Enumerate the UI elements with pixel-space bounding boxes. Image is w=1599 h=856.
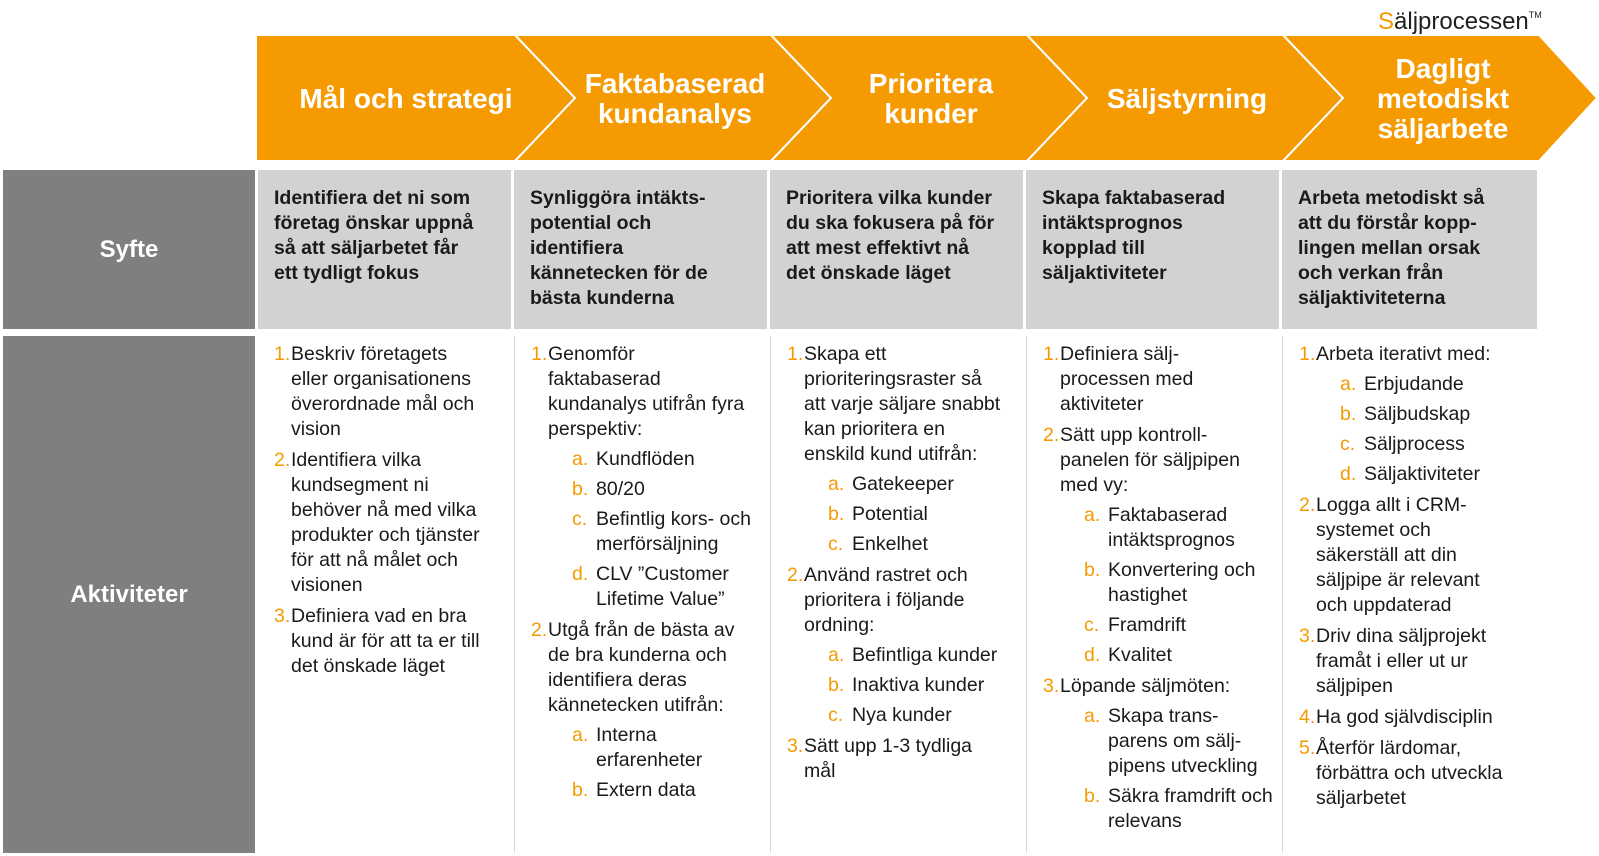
activities-column-1 [258,336,514,853]
activity-text: Arbeta iterativt med: [1316,343,1491,365]
logo-trademark: TM [1528,10,1542,20]
activity-subitem-letter: b. [1084,785,1101,807]
activity-subitem [1316,402,1531,427]
activity-subitem [1060,704,1274,779]
activity-text: Driv dina säljprojekt framåt i eller ut ur säljpipen [1316,625,1487,697]
activity-subitem-text: CLV ”Customer Lifetime Value” [596,563,729,610]
activity-item [787,734,1018,784]
activity-sublist [548,447,762,612]
activity-subitem-text: Befintliga kunder [852,644,998,666]
activity-item [1043,674,1274,834]
activity-number: 1. [531,343,548,365]
activity-subitem-letter: c. [1084,614,1100,636]
step-title-4: Säljstyrning [1106,82,1268,114]
activity-subitem [548,447,762,472]
activity-subitem-letter: a. [828,473,845,495]
activity-subitem [548,477,762,502]
activity-subitem [1316,372,1531,397]
activity-subitem-text: Extern data [596,779,696,801]
activity-item [1299,705,1531,730]
activity-number: 2. [1299,494,1316,516]
activities-column-2 [514,336,770,853]
activity-subitem-text: Säljprocess [1364,433,1465,455]
step-title-1: Mål och strategi [299,82,513,114]
activity-subitem [1316,432,1531,457]
activity-item [1299,624,1531,699]
activity-text: Ha god självdisciplin [1316,706,1493,728]
syfte-cell-1: Identifiera det ni som företag önskar uppnå så att säljarbetet får ett tydligt fokus [258,170,511,329]
activity-sublist [1060,503,1274,668]
activity-sublist [548,723,762,803]
activity-item [787,563,1018,728]
activity-subitem-text: Enkelhet [852,533,928,555]
activity-subitem-letter: b. [828,674,845,696]
syfte-cell-5: Arbeta metodiskt så att du förstår kopp- lingen mellan orsak och verkan från säljaktiviteterna [1282,170,1537,329]
activity-subitem-letter: b. [572,478,589,500]
activity-subitem [1060,503,1274,553]
activity-subitem-letter: c. [828,704,844,726]
activity-subitem-text: Gatekeeper [852,473,954,495]
logo-first-letter: S [1378,8,1395,35]
activity-subitem [1060,613,1274,638]
activity-subitem-text: Konvertering och hastighet [1108,559,1256,606]
syfte-cell-4: Skapa faktabaserad intäktsprognos kopplad till säljaktiviteter [1026,170,1279,329]
activity-number: 1. [274,343,291,365]
activity-number: 2. [787,564,804,586]
activities-column-3 [770,336,1026,853]
activity-text: Återför lärdomar, förbättra och utveckla säljarbetet [1316,737,1503,809]
activity-subitem [548,562,762,612]
activity-item [787,342,1018,557]
activity-subitem-letter: c. [1340,433,1356,455]
activity-sublist [1316,372,1531,487]
activity-subitem-letter: b. [1084,559,1101,581]
activity-item [1299,493,1531,618]
activity-text: Skapa ett prioriteringsraster så att varje säljare snabbt kan prioritera en enskild kund utifrån: [804,343,1001,465]
activity-number: 2. [531,619,548,641]
activity-item [531,618,762,803]
activity-subitem [548,723,762,773]
activity-subitem [804,502,1018,527]
activity-number: 3. [1299,625,1316,647]
activity-number: 5. [1299,737,1316,759]
activity-sublist [804,472,1018,557]
activity-subitem [548,778,762,803]
activity-text: Löpande säljmöten: [1060,675,1231,697]
activity-item [1043,423,1274,668]
activity-subitem-text: Kundflöden [596,448,695,470]
activity-text: Logga allt i CRM- systemet och säkerställ att din säljpipe är relevant och uppdaterad [1316,494,1480,616]
activity-subitem-text: Inaktiva kunder [852,674,985,696]
activity-subitem-letter: a. [572,448,589,470]
step-title-2: Faktabaserad kundanalys [584,67,766,129]
activity-number: 3. [1043,675,1060,697]
activity-subitem-text: Säkra framdrift och relevans [1108,785,1273,832]
syfte-cell-2: Synliggöra intäkts- potential och identifiera kännetecken för de bästa kunderna [514,170,767,329]
activity-subitem-letter: a. [1084,504,1101,526]
activity-subitem-text: Säljaktiviteter [1364,463,1480,485]
activity-subitem-letter: d. [572,563,589,585]
activity-subitem [804,673,1018,698]
activity-text: Sätt upp kontroll- panelen för säljpipen med vy: [1060,424,1240,496]
activity-subitem [1060,784,1274,834]
activity-text: Sätt upp 1-3 tydliga mål [804,735,973,782]
activity-sublist [1060,704,1274,834]
activity-item [531,342,762,612]
activity-subitem-letter: a. [1084,705,1101,727]
activity-text: Identifiera vilka kundsegment ni behöver nå med vilka produkter och tjänster för att nå målet och visionen [291,449,480,596]
activity-subitem-letter: a. [572,724,589,746]
activities-column-5 [1282,336,1539,853]
activity-subitem-letter: c. [572,508,588,530]
activities-column-4 [1026,336,1282,853]
activity-number: 4. [1299,706,1316,728]
activity-text: Använd rastret och prioritera i följande ordning: [804,564,968,636]
activity-sublist [804,643,1018,728]
activity-text: Genomför faktabaserad kundanalys utifrån fyra perspektiv: [548,343,745,440]
activity-text: Utgå från de bästa av de bra kunderna och identifiera deras kännetecken utifrån: [548,619,735,716]
activity-text: Beskriv företagets eller organisationens överordnade mål och vision [291,343,475,440]
activity-subitem [804,703,1018,728]
activity-item [1043,342,1274,417]
activity-subitem-text: Säljbudskap [1364,403,1471,425]
activity-subitem [804,532,1018,557]
row-label-aktiviteter: Aktiviteter [3,336,255,853]
activity-number: 1. [787,343,804,365]
activity-number: 1. [1043,343,1060,365]
activity-number: 2. [1043,424,1060,446]
activity-subitem-text: Kvalitet [1108,644,1172,666]
activity-subitem [1060,643,1274,668]
activity-subitem-letter: c. [828,533,844,555]
step-title-3: Prioritera kunder [868,67,994,129]
activity-number: 3. [274,605,291,627]
activity-subitem [548,507,762,557]
activity-subitem-text: Erbjudande [1364,373,1464,395]
activity-subitem-text: 80/20 [596,478,645,500]
activity-number: 1. [1299,343,1316,365]
activity-subitem [804,643,1018,668]
activity-subitem-text: Potential [852,503,928,525]
activity-subitem-letter: b. [828,503,845,525]
row-label-syfte: Syfte [3,170,255,329]
activity-subitem-letter: a. [1340,373,1357,395]
logo-text: äljprocessen [1394,8,1529,35]
activity-item [1299,342,1531,487]
activity-subitem [1316,462,1531,487]
activity-subitem-text: Faktabaserad intäktsprognos [1108,504,1235,551]
activity-subitem-letter: d. [1340,463,1357,485]
activity-subitem-text: Framdrift [1108,614,1186,636]
activity-item [274,604,506,679]
activity-subitem-text: Befintlig kors- och merförsäljning [596,508,751,555]
activity-subitem [804,472,1018,497]
activity-item [274,342,506,442]
activity-number: 3. [787,735,804,757]
activity-text: Definiera vad en bra kund är för att ta er till det önskade läget [291,605,480,677]
activity-subitem-letter: d. [1084,644,1101,666]
activity-subitem [1060,558,1274,608]
activity-item [1299,736,1531,811]
activity-item [274,448,506,598]
activity-subitem-letter: b. [1340,403,1357,425]
syfte-cell-3: Prioritera vilka kunder du ska fokusera på för att mest effektivt nå det önskade läget [770,170,1023,329]
activity-subitem-letter: b. [572,779,589,801]
activity-subitem-text: Interna erfarenheter [596,724,703,771]
activity-number: 2. [274,449,291,471]
activity-text: Definiera sälj- processen med aktiviteter [1060,343,1194,415]
step-title-5: Dagligt metodiskt säljarbete [1376,52,1510,144]
activity-subitem-text: Skapa trans- parens om sälj- pipens utveckling [1108,705,1258,777]
activity-subitem-text: Nya kunder [852,704,952,726]
activity-subitem-letter: a. [828,644,845,666]
